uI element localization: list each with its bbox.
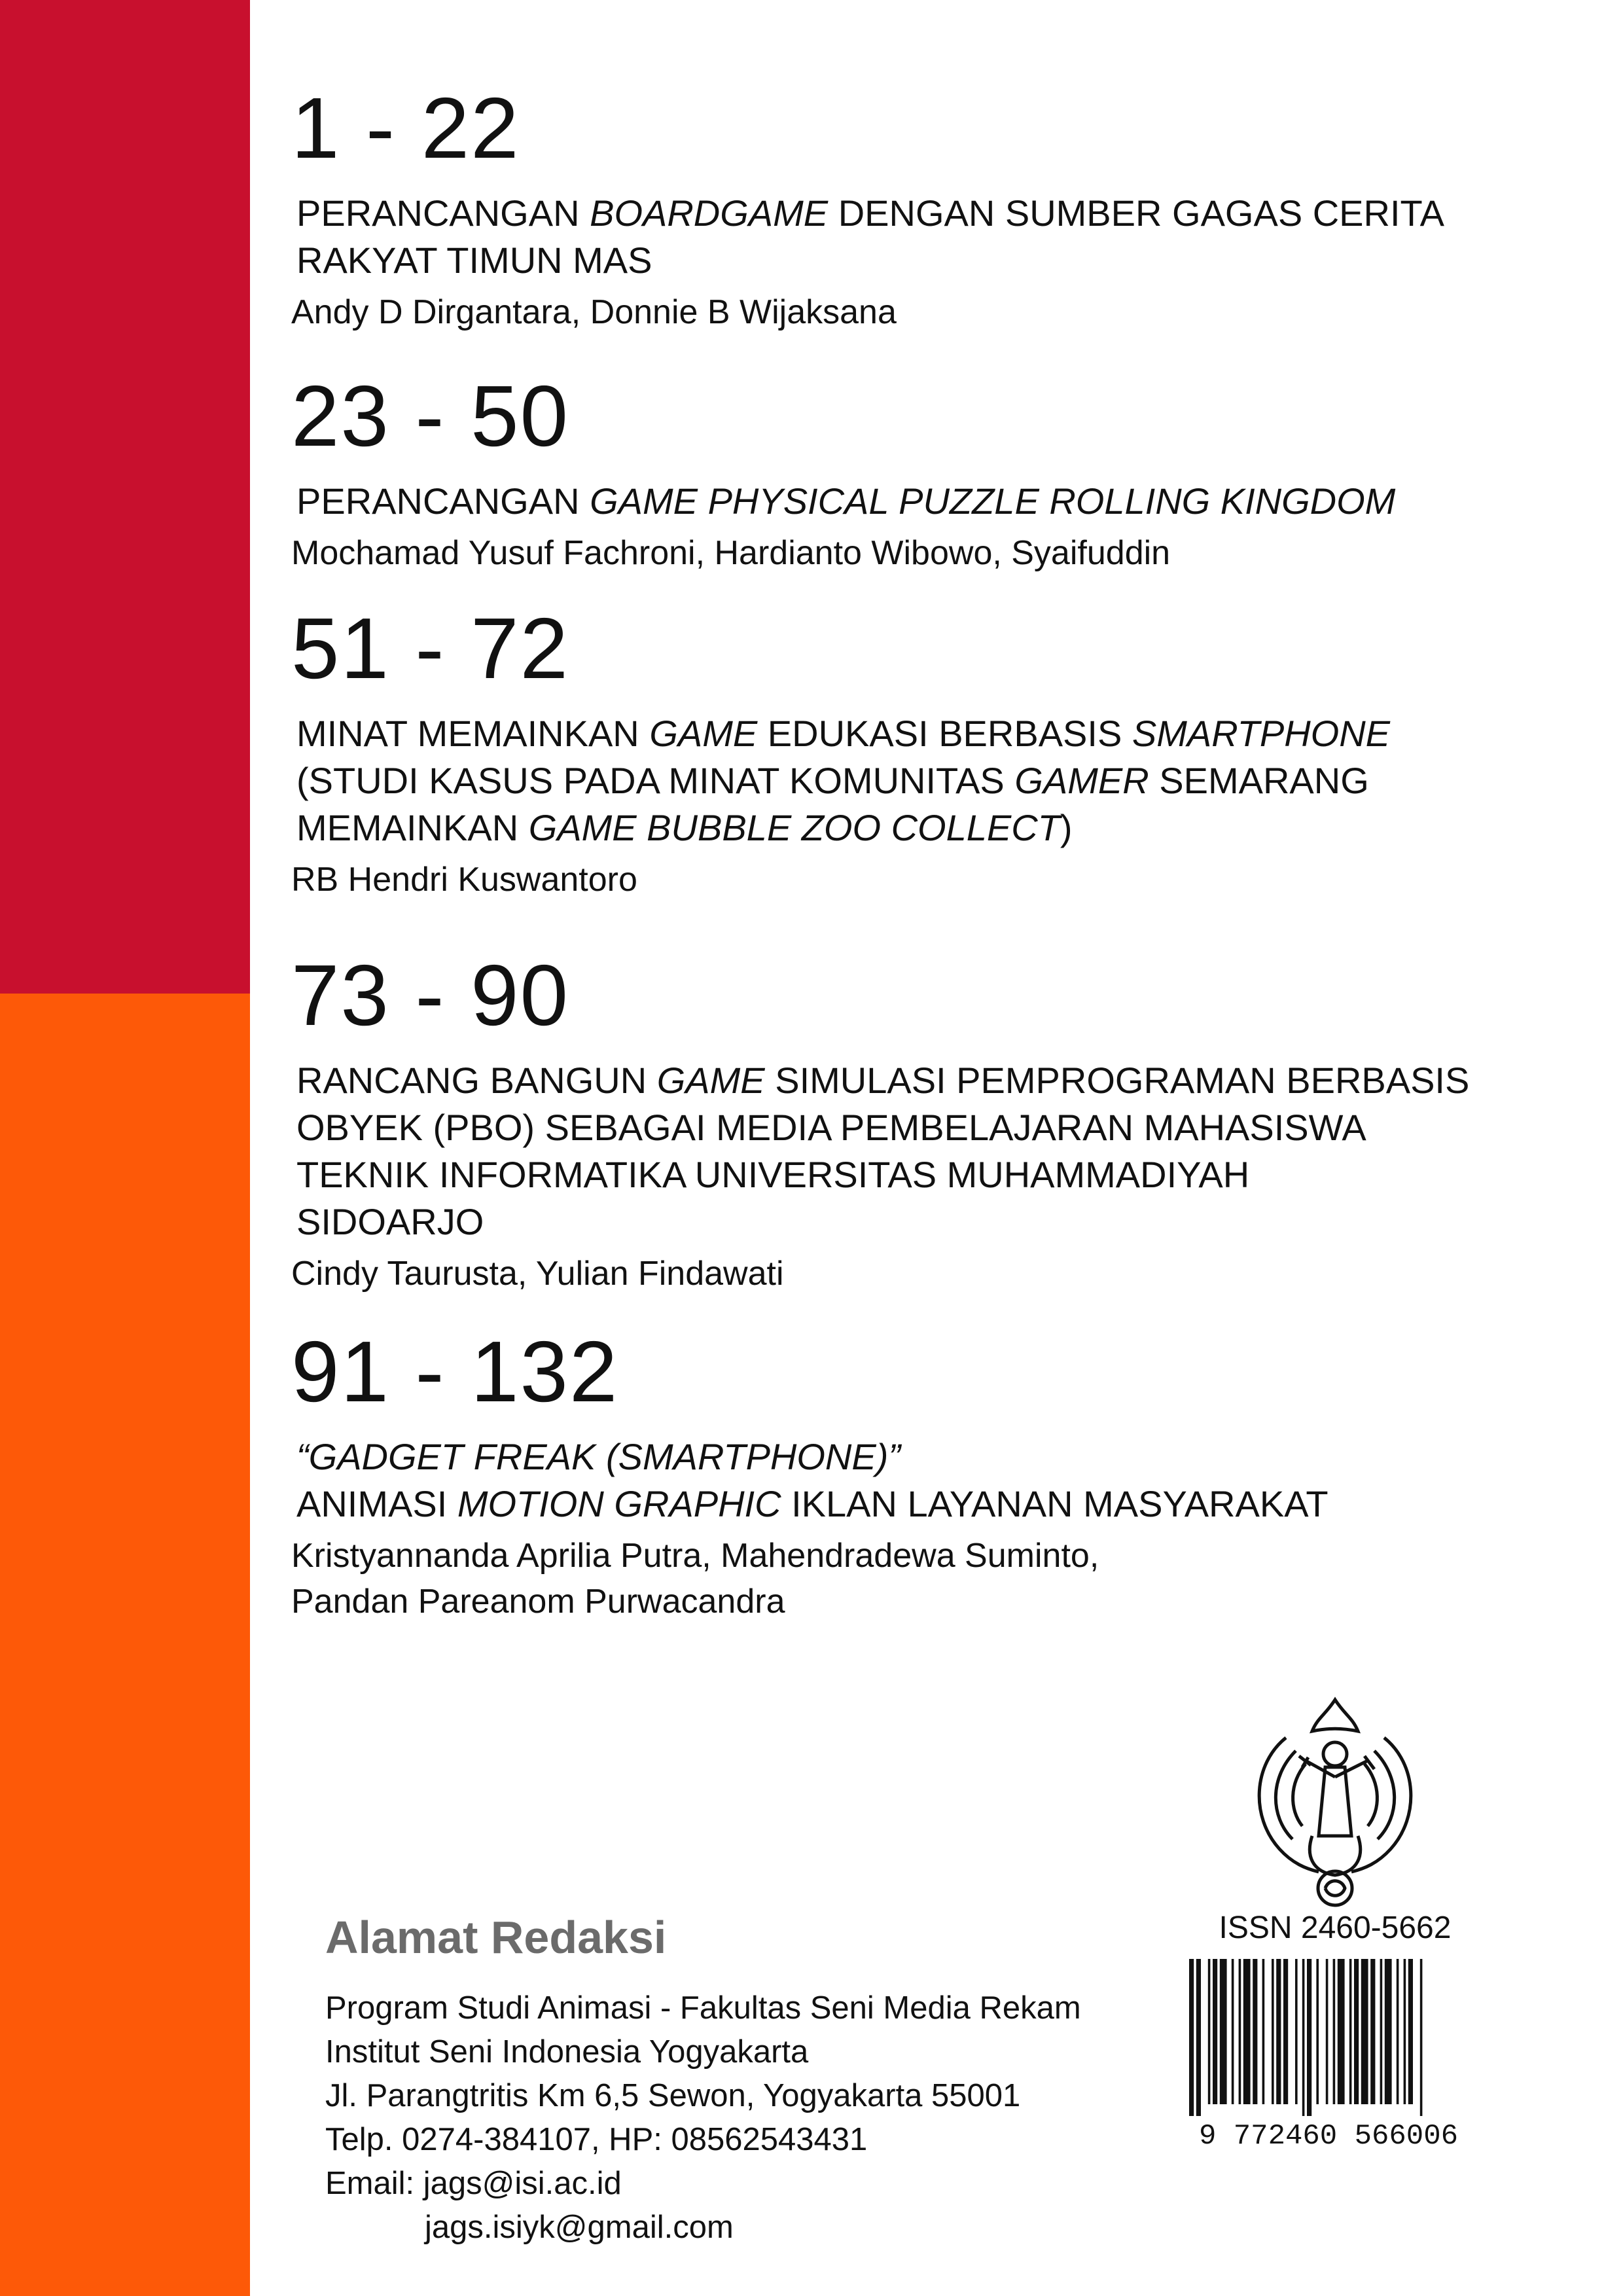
title-segment: GAMER bbox=[1014, 760, 1149, 801]
author-line: Kristyannanda Aprilia Putra, Mahendradewa Suminto, bbox=[291, 1537, 1099, 1575]
phone-line: Telp. 0274-384107, HP: 08562543431 bbox=[325, 2122, 868, 2157]
title-segment: SIDOARJO bbox=[296, 1201, 484, 1242]
article-authors bbox=[291, 1251, 1535, 1297]
barcode-bar bbox=[1326, 1959, 1329, 2104]
barcode-number: 9 772460 566006 bbox=[1198, 2120, 1459, 2150]
barcode-bar bbox=[1239, 1959, 1241, 2104]
barcode-bar bbox=[1208, 1959, 1211, 2104]
editorial-address-title: Alamat Redaksi bbox=[325, 1912, 667, 1963]
title-line bbox=[296, 1057, 1535, 1104]
title-segment: (STUDI KASUS PADA MINAT KOMUNITAS bbox=[296, 760, 1015, 801]
title-segment: DENGAN SUMBER GAGAS CERITA bbox=[828, 192, 1444, 234]
barcode-bar bbox=[1361, 1959, 1368, 2104]
title-segment: BOARDGAME bbox=[590, 192, 829, 234]
barcode-bar bbox=[1370, 1959, 1375, 2104]
barcode-bar bbox=[1283, 1959, 1288, 2104]
issn-label: ISSN 2460-5662 bbox=[1219, 1910, 1452, 1945]
article-authors bbox=[291, 289, 1535, 335]
barcode-bar bbox=[1253, 1959, 1257, 2104]
title-segment: GAME BUBBLE ZOO COLLECT bbox=[528, 807, 1060, 848]
barcode-bar bbox=[1408, 1959, 1413, 2104]
author-line: Pandan Pareanom Purwacandra bbox=[291, 1583, 785, 1621]
barcode-bar bbox=[1262, 1959, 1265, 2104]
barcode-bar bbox=[1316, 1959, 1319, 2104]
email-line: Email: jags@isi.ac.id bbox=[325, 2166, 622, 2201]
article-title bbox=[291, 1433, 1535, 1528]
barcode-bar bbox=[1295, 1959, 1298, 2104]
barcode-bar bbox=[1404, 1959, 1406, 2104]
author-line: RB Hendri Kuswantoro bbox=[291, 861, 637, 899]
editorial-address bbox=[325, 1914, 1176, 2250]
title-segment: GAME bbox=[656, 1060, 765, 1101]
title-line bbox=[296, 478, 1535, 525]
barcode-bar bbox=[1380, 1959, 1383, 2104]
barcode-bar bbox=[1232, 1959, 1234, 2104]
toc-entry-3 bbox=[291, 600, 1535, 903]
title-segment: MOTION GRAPHIC bbox=[457, 1483, 781, 1524]
barcode-bar bbox=[1220, 1959, 1227, 2104]
barcode-bar bbox=[1349, 1959, 1352, 2104]
barcode-bar bbox=[1307, 1959, 1311, 2116]
page-range: 73 - 90 bbox=[291, 947, 569, 1043]
barcode-bar bbox=[1189, 1959, 1194, 2116]
title-segment: ) bbox=[1060, 807, 1073, 848]
title-line bbox=[296, 190, 1535, 237]
isi-yogyakarta-logo-icon bbox=[1240, 1692, 1430, 1914]
barcode-bars bbox=[1189, 1959, 1422, 2116]
title-segment: TEKNIK INFORMATIKA UNIVERSITAS MUHAMMADIYAH bbox=[296, 1154, 1250, 1195]
title-segment: OBYEK (PBO) SEBAGAI MEDIA PEMBELAJARAN MAHASISWA bbox=[296, 1107, 1366, 1148]
article-authors bbox=[291, 1533, 1535, 1624]
title-segment: EDUKASI BERBASIS bbox=[757, 713, 1132, 754]
title-segment: GAME PHYSICAL PUZZLE ROLLING KINGDOM bbox=[590, 480, 1396, 522]
address-line: Program Studi Animasi - Fakultas Seni Media Rekam bbox=[325, 1990, 1081, 2026]
address-line: Institut Seni Indonesia Yogyakarta bbox=[325, 2034, 809, 2070]
article-title bbox=[291, 1057, 1535, 1246]
title-line bbox=[296, 804, 1535, 852]
title-line bbox=[296, 757, 1535, 804]
article-title bbox=[291, 478, 1535, 525]
page-range: 51 - 72 bbox=[291, 600, 569, 696]
author-line: Mochamad Yusuf Fachroni, Hardianto Wibowo, Syaifuddin bbox=[291, 534, 1171, 572]
barcode-bar bbox=[1420, 1959, 1423, 2116]
title-line bbox=[296, 1151, 1535, 1198]
title-line bbox=[296, 1104, 1535, 1151]
title-segment: PERANCANGAN bbox=[296, 480, 590, 522]
title-line bbox=[296, 710, 1535, 757]
title-segment: RANCANG BANGUN bbox=[296, 1060, 657, 1101]
title-line bbox=[296, 1480, 1535, 1528]
barcode-bar bbox=[1354, 1959, 1359, 2104]
author-line: Cindy Taurusta, Yulian Findawati bbox=[291, 1255, 784, 1293]
title-segment: IKLAN LAYANAN MASYARAKAT bbox=[781, 1483, 1329, 1524]
barcode-bar bbox=[1276, 1959, 1281, 2104]
title-segment: “GADGET FREAK (SMARTPHONE)” bbox=[296, 1436, 901, 1477]
barcode-bar bbox=[1333, 1959, 1336, 2104]
title-line bbox=[296, 1433, 1535, 1480]
red-side-band bbox=[0, 0, 250, 994]
barcode-bar bbox=[1196, 1959, 1201, 2116]
title-line bbox=[296, 1198, 1535, 1246]
barcode-bar bbox=[1385, 1959, 1392, 2104]
toc-entry-5 bbox=[291, 1323, 1535, 1624]
orange-side-band bbox=[0, 994, 250, 2296]
barcode-bar bbox=[1338, 1959, 1345, 2104]
page-range: 23 - 50 bbox=[291, 368, 569, 464]
barcode-bar bbox=[1302, 1959, 1305, 2116]
article-authors bbox=[291, 857, 1535, 903]
page-range: 1 - 22 bbox=[291, 80, 520, 176]
toc-entry-2 bbox=[291, 368, 1535, 576]
article-authors bbox=[291, 530, 1535, 576]
title-segment: MEMAINKAN bbox=[296, 807, 529, 848]
barcode bbox=[1175, 1954, 1482, 2150]
page-range: 91 - 132 bbox=[291, 1323, 619, 1420]
title-segment: SEMARANG bbox=[1149, 760, 1369, 801]
email-line-secondary: jags.isiyk@gmail.com bbox=[425, 2210, 734, 2245]
toc-entry-4 bbox=[291, 947, 1535, 1297]
barcode-bar bbox=[1272, 1959, 1274, 2104]
barcode-bar bbox=[1397, 1959, 1399, 2104]
title-segment: ANIMASI bbox=[296, 1483, 457, 1524]
title-segment: MINAT MEMAINKAN bbox=[296, 713, 650, 754]
article-title bbox=[291, 710, 1535, 852]
barcode-bar bbox=[1243, 1959, 1251, 2104]
title-segment: GAME bbox=[649, 713, 758, 754]
title-segment: SIMULASI PEMPROGRAMAN BERBASIS bbox=[764, 1060, 1470, 1101]
toc-entry-1 bbox=[291, 80, 1535, 335]
title-line bbox=[296, 237, 1535, 284]
barcode-bar bbox=[1213, 1959, 1217, 2104]
author-line: Andy D Dirgantara, Donnie B Wijaksana bbox=[291, 293, 897, 331]
address-line: Jl. Parangtritis Km 6,5 Sewon, Yogyakarta 55001 bbox=[325, 2078, 1021, 2113]
title-segment: SMARTPHONE bbox=[1132, 713, 1391, 754]
title-segment: RAKYAT TIMUN MAS bbox=[296, 240, 652, 281]
title-segment: PERANCANGAN bbox=[296, 192, 590, 234]
article-title bbox=[291, 190, 1535, 284]
